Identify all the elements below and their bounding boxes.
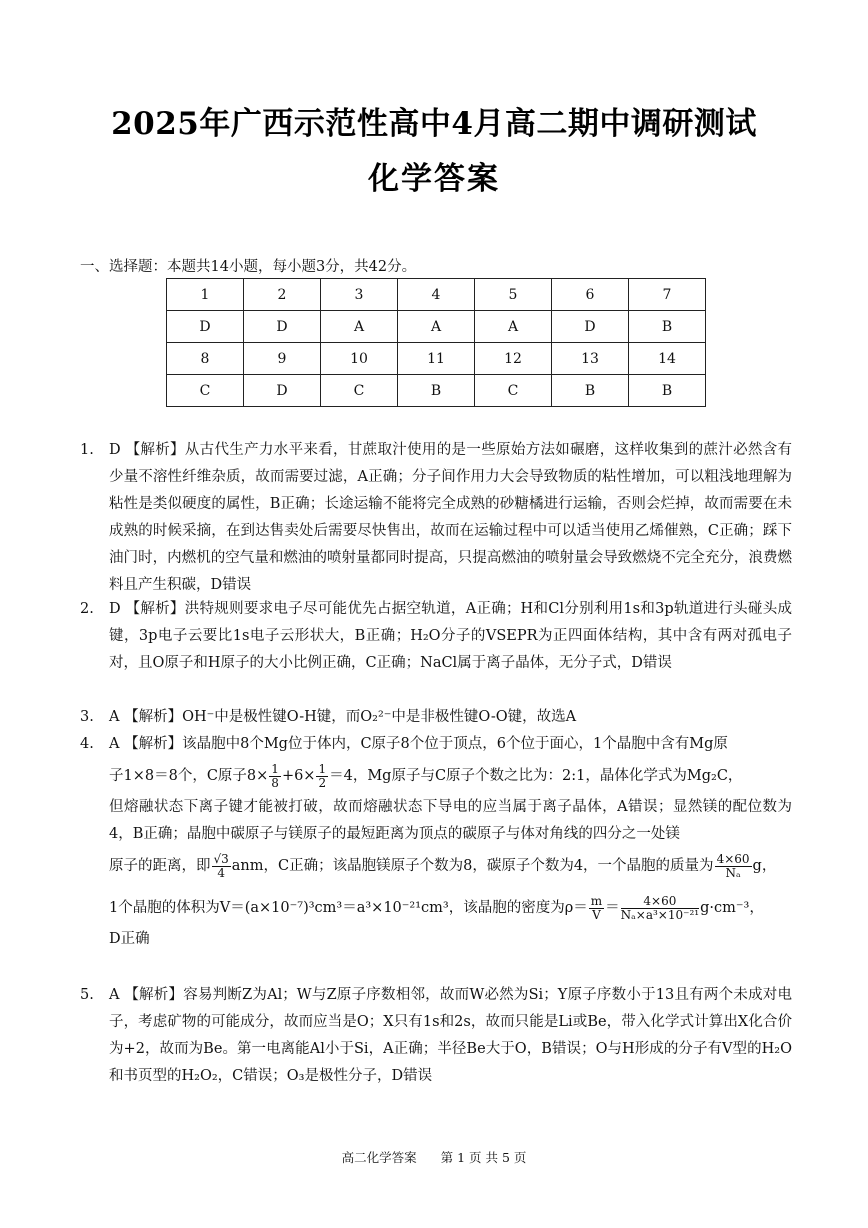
fraction-numerator: 4×60 <box>716 851 750 866</box>
fraction-denominator: 8 <box>271 775 279 790</box>
question-number: 4. <box>80 736 94 752</box>
analysis-text: ＝4，Mg原子与C原子个数之比为：2:1，晶体化学式为Mg₂C， <box>329 768 743 784</box>
table-cell: 3 <box>321 279 398 311</box>
footer-page-info: 第 1 页 共 5 页 <box>440 1150 527 1165</box>
fraction-denominator: 2 <box>318 775 327 790</box>
page-subtitle: 化学答案 <box>368 161 500 197</box>
analysis-label: 【解析】 <box>124 709 183 725</box>
table-cell: A <box>475 311 552 343</box>
fraction <box>589 895 604 922</box>
table-row <box>167 375 706 407</box>
footer-doc-name: 高二化学答案 <box>341 1150 417 1165</box>
table-cell: B <box>398 375 475 407</box>
table-cell: 4 <box>398 279 475 311</box>
analysis-text: g·cm⁻³， <box>700 900 764 916</box>
table-cell: 10 <box>321 343 398 375</box>
analysis-text: +6× <box>281 768 316 784</box>
fraction-numerator: 1 <box>318 761 327 776</box>
question-1 <box>80 437 792 599</box>
analysis-label: 【解析】 <box>125 601 185 617</box>
table-cell: 9 <box>244 343 321 375</box>
analysis-line: 该晶胞中8个Mg位于体内，C原子8个位于顶点，6个位于面心，1个晶胞中含有Mg原 <box>182 736 728 752</box>
table-cell: 14 <box>629 343 706 375</box>
analysis-text: 1个晶胞的体积为V＝(a×10⁻⁷)³cm³＝a³×10⁻²¹cm³，该晶胞的密度为ρ＝ <box>109 900 588 916</box>
table-cell: 12 <box>475 343 552 375</box>
table-cell: D <box>167 311 244 343</box>
page-footer <box>0 1148 868 1166</box>
fraction-numerator: √3 <box>213 851 229 866</box>
table-cell: B <box>629 311 706 343</box>
answer-table <box>166 278 706 407</box>
table-cell: C <box>167 375 244 407</box>
table-cell: A <box>321 311 398 343</box>
fraction <box>715 853 752 880</box>
table-cell: 7 <box>629 279 706 311</box>
analysis-text: g， <box>752 858 777 874</box>
analysis-line: D正确 <box>109 931 150 947</box>
fraction-numerator: 1 <box>271 761 279 776</box>
table-cell: 1 <box>167 279 244 311</box>
fraction <box>269 763 281 790</box>
answer-letter: D <box>109 442 121 458</box>
analysis-text: 从古代生产力水平来看，甘蔗取汁使用的是一些原始方法如碾磨，这样收集到的蔗汁必然含有少量不溶性纤维杂质，故而需要过滤，A正确；分子间作用力大会导致物质的粘性增加，可以粗浅地理解为粘性是类似硬度的属性，B正确；长途运输不能将完全成熟的砂糖橘进行运输，否则会烂掉，故而需要在未成熟的时候采摘，在到达售卖处后需要尽快售出，故而在运输过程中可以适当使用乙烯催熟，C正确；踩下油门时，内燃机的空气量和燃油的喷射量都同时提高，只提高燃油的喷射量会导致燃烧不完全充分，浪费燃料且产生积碳，D错误 <box>109 442 793 593</box>
fraction-denominator: V <box>592 907 601 922</box>
analysis-line: 但熔融状态下离子键才能被打破，故而熔融状态下导电的应当属于离子晶体，A错误；显然镁的配位数为4，B正确；晶胞中碳原子与镁原子的最短距离为顶点的碳原子与体对角线的四分之一处镁 <box>109 799 792 842</box>
table-cell: B <box>629 375 706 407</box>
table-row <box>167 311 706 343</box>
answer-letter: A <box>109 736 120 752</box>
analysis-label: 【解析】 <box>125 442 185 458</box>
page-title: 2025年广西示范性高中4月高二期中调研测试 <box>111 106 757 142</box>
question-number: 3. <box>80 709 94 725</box>
answer-letter: D <box>109 601 121 617</box>
question-5 <box>80 982 792 1090</box>
question-number: 2. <box>80 601 94 617</box>
table-cell: 13 <box>552 343 629 375</box>
analysis-text: ＝ <box>605 900 620 916</box>
fraction-denominator: 4 <box>217 865 225 880</box>
analysis-label: 【解析】 <box>124 736 183 752</box>
table-cell: D <box>552 311 629 343</box>
analysis-label: 【解析】 <box>124 987 184 1003</box>
table-cell: 6 <box>552 279 629 311</box>
table-cell: A <box>398 311 475 343</box>
table-cell: 11 <box>398 343 475 375</box>
fraction-denominator: Nₐ <box>725 865 741 880</box>
question-number: 1. <box>80 442 94 458</box>
question-3 <box>80 704 792 731</box>
question-4 <box>80 731 792 953</box>
question-number: 5. <box>80 987 94 1003</box>
analysis-text: anm，C正确；该晶胞镁原子个数为8，碳原子个数为4，一个晶胞的质量为 <box>231 858 714 874</box>
section-heading: 一、选择题：本题共14小题，每小题3分，共42分。 <box>80 259 417 275</box>
fraction <box>212 853 231 880</box>
fraction <box>316 763 328 790</box>
table-row <box>167 343 706 375</box>
analysis-text: 子1×8＝8个，C原子8× <box>109 768 269 784</box>
table-cell: B <box>552 375 629 407</box>
answer-letter: A <box>109 987 120 1003</box>
answer-letter: A <box>109 709 120 725</box>
analysis-text: 容易判断Z为Al；W与Z原子序数相邻，故而W必然为Si；Y原子序数小于13且有两个未成对电子，考虑矿物的可能成分，故而应当是O；X只有1s和2s，故而只能是Li或Be，带入化学式计算出X化合价为+2，故而为Be。第一电离能Al小于Si，A正确；半径Be大于O，B错误；O与H形成的分子有V型的H₂O和书页型的H₂O₂，C错误；O₃是极性分子，D错误 <box>109 987 793 1084</box>
table-row <box>167 279 706 311</box>
fraction-numerator: m <box>590 893 603 908</box>
table-cell: 8 <box>167 343 244 375</box>
table-cell: D <box>244 311 321 343</box>
table-cell: D <box>244 375 321 407</box>
fraction-denominator: Nₐ×a³×10⁻²¹ <box>620 907 700 922</box>
table-cell: 5 <box>475 279 552 311</box>
analysis-text: 原子的距离，即 <box>109 858 211 874</box>
fraction <box>621 895 699 922</box>
analysis-text: 洪特规则要求电子尽可能优先占据空轨道，A正确；H和Cl分别利用1s和3p轨道进行头碰头成键，3p电子云要比1s电子云形状大，B正确；H₂O分子的VSEPR为正四面体结构，其中含有两对孤电子对，且O原子和H原子的大小比例正确，C正确；NaCl属于离子晶体，无分子式，D错误 <box>109 601 792 671</box>
table-cell: C <box>321 375 398 407</box>
question-2 <box>80 596 792 677</box>
analysis-text: OH⁻中是极性键O-H键，而O₂²⁻中是非极性键O-O键，故选A <box>182 709 577 725</box>
fraction-numerator: 4×60 <box>621 895 699 909</box>
table-cell: 2 <box>244 279 321 311</box>
table-cell: C <box>475 375 552 407</box>
